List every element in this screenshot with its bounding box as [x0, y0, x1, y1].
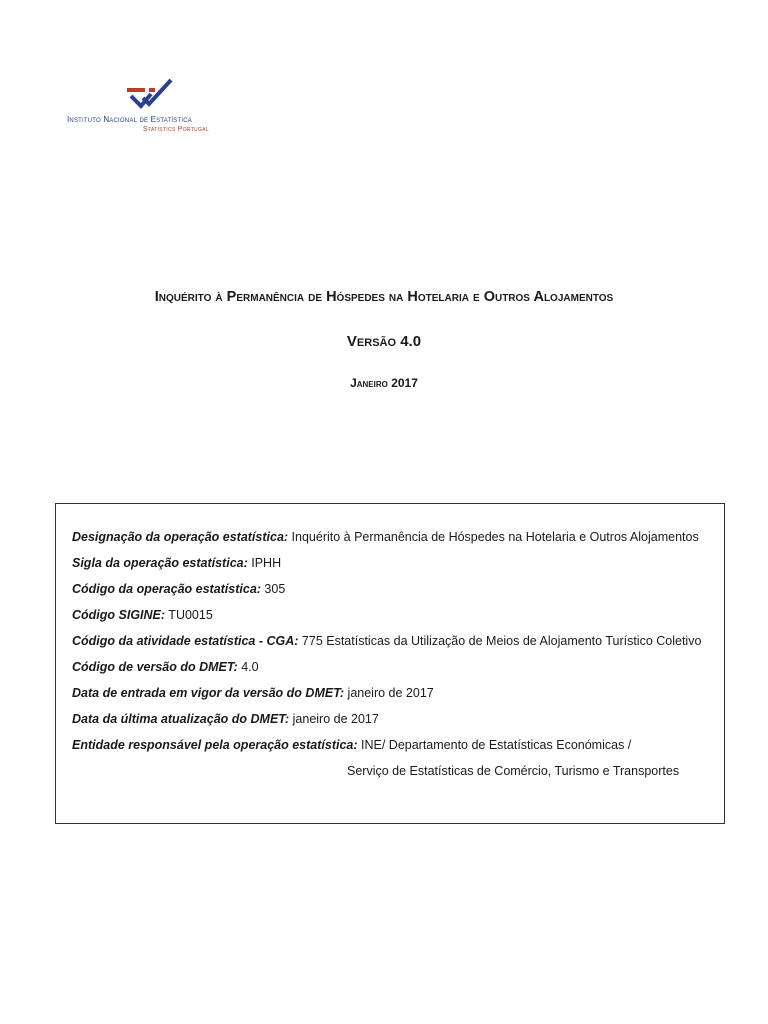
ine-logo-mark-icon	[125, 72, 177, 112]
info-row-entidade-continuation: Serviço de Estatísticas de Comércio, Turismo e Transportes	[347, 764, 680, 778]
document-title: Inquérito à Permanência de Hóspedes na Hotelaria e Outros Alojamentos	[154, 289, 614, 305]
info-label: Data de entrada em vigor da versão do DMET:	[72, 686, 345, 700]
info-label: Sigla da operação estatística:	[72, 556, 248, 570]
info-row-designacao	[72, 529, 699, 545]
info-label: Código SIGINE:	[72, 608, 166, 622]
info-row-codigo-cga	[72, 633, 701, 649]
metadata-box	[55, 503, 725, 824]
info-row-data-entrada	[72, 685, 434, 701]
info-row-sigla	[72, 555, 281, 571]
info-value: janeiro de 2017	[289, 712, 379, 726]
info-label: Data da última atualização do DMET:	[72, 712, 290, 726]
info-label: Código da operação estatística:	[72, 582, 261, 596]
logo-subtitle: Statistics Portugal	[143, 126, 209, 133]
info-value: 4.0	[237, 660, 259, 674]
info-row-codigo-operacao	[72, 581, 285, 597]
info-value: 305	[260, 582, 286, 596]
info-value: Inquérito à Permanência de Hóspedes na Hotelaria e Outros Alojamentos	[288, 530, 699, 544]
document-version: Versão 4.0	[346, 333, 422, 350]
info-row-codigo-versao	[72, 659, 259, 675]
info-value: INE/ Departamento de Estatísticas Económicas /	[357, 738, 632, 752]
ine-logo	[65, 70, 237, 138]
info-value: IPHH	[247, 556, 282, 570]
info-value: 775 Estatísticas da Utilização de Meios de Alojamento Turístico Coletivo	[298, 634, 702, 648]
info-value: janeiro de 2017	[344, 686, 434, 700]
info-value: TU0015	[165, 608, 213, 622]
info-row-entidade	[72, 737, 631, 753]
info-label: Entidade responsável pela operação estatística:	[72, 738, 358, 752]
info-label: Código de versão do DMET:	[72, 660, 238, 674]
document-date: Janeiro 2017	[350, 376, 418, 390]
info-row-codigo-sigine	[72, 607, 213, 623]
info-row-data-atualizacao	[72, 711, 379, 727]
logo-institute-name: Instituto Nacional de Estatística	[67, 115, 192, 124]
info-label: Designação da operação estatística:	[72, 530, 289, 544]
info-label: Código da atividade estatística - CGA:	[72, 634, 299, 648]
